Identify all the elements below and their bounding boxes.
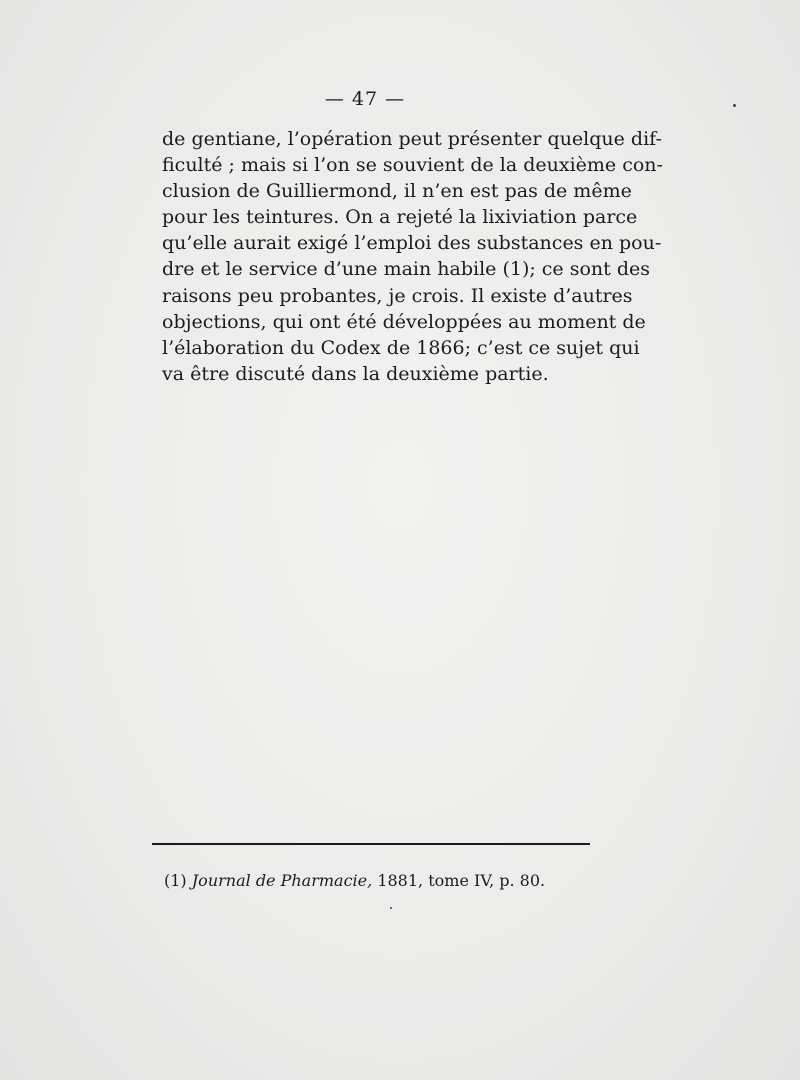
paragraph-line: dre et le service d’une main habile (1); ce sont des (162, 258, 650, 281)
paragraph-line: va être discuté dans la deuxième partie. (162, 362, 549, 385)
footnote-separator-rule (152, 843, 590, 845)
paragraph-line: objections, qui ont été développées au moment de (162, 310, 646, 333)
paper-speck (733, 104, 736, 107)
footnote-details: 1881, tome IV, p. 80. (377, 871, 546, 890)
paragraph-line: raisons peu probantes, je crois. Il existe d’autres (162, 284, 633, 307)
paragraph-line: clusion de Guilliermond, il n’en est pas de même (162, 180, 632, 203)
page-number: — 47 — (324, 88, 406, 110)
footnote-marker: (1) (164, 871, 187, 890)
paragraph-line: pour les teintures. On a rejeté la lixiviation parce (162, 206, 638, 229)
body-paragraph (162, 126, 663, 387)
paragraph-line: qu’elle aurait exigé l’emploi des substances en pou- (162, 232, 662, 255)
paragraph-line: ficulté ; mais si l’on se souvient de la deuxième con- (162, 154, 663, 177)
footnote-journal-title: Journal de Pharmacie, (191, 871, 373, 890)
paragraph-line: de gentiane, l’opération peut présenter quelque dif- (162, 128, 662, 150)
paper-speck (390, 907, 392, 909)
footnote (164, 871, 545, 890)
paragraph-line: l’élaboration du Codex de 1866; c’est ce sujet qui (162, 336, 640, 359)
